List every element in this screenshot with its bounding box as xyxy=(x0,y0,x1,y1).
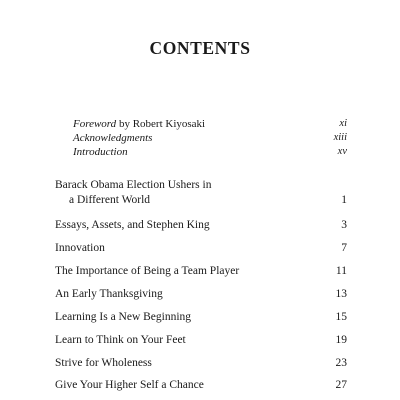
toc-entry-introduction[interactable] xyxy=(73,145,347,159)
toc-entry-title: Innovation xyxy=(55,242,105,254)
toc-entry-foreword[interactable] xyxy=(73,117,347,131)
toc-entry-page: 13 xyxy=(335,288,347,300)
toc-entry-title: Give Your Higher Self a Chance xyxy=(55,379,204,391)
toc-entry-label-italic: Acknowledgments xyxy=(73,132,153,144)
toc-entry-title: Learning Is a New Beginning xyxy=(55,311,192,323)
toc-entry-title: Essays, Assets, and Stephen King xyxy=(55,219,210,231)
toc-entry-title: An Early Thanksgiving xyxy=(55,288,163,300)
toc-entry-label-italic: Foreword xyxy=(73,118,117,130)
toc-entry-title: Learn to Think on Your Feet xyxy=(55,334,186,346)
toc-entry-page: 19 xyxy=(335,334,347,346)
toc-entry-title-line2: a Different World xyxy=(69,194,151,206)
toc-entry-page: 3 xyxy=(341,219,347,231)
toc-entry-title: Strive for Wholeness xyxy=(55,357,152,369)
page-title: CONTENTS xyxy=(149,38,251,58)
toc-entry-title-line1: Barack Obama Election Ushers in xyxy=(55,179,212,191)
toc-entry-acknowledgments[interactable] xyxy=(73,131,347,145)
toc-entry-label-italic: Introduction xyxy=(73,146,128,158)
toc-entry-page: 7 xyxy=(341,242,347,254)
toc-entry-label xyxy=(73,131,152,145)
toc-entry-title: The Importance of Being a Team Player xyxy=(55,265,240,277)
toc-entry-page: 27 xyxy=(335,379,347,391)
toc-entry-page: xv xyxy=(337,146,347,157)
toc-entry-label-rest: by Robert Kiyosaki xyxy=(116,118,206,130)
toc-entry-page: xiii xyxy=(333,132,347,143)
toc-entry-page: 23 xyxy=(335,357,347,369)
toc-entry-label xyxy=(73,145,128,159)
toc-entry-label xyxy=(73,117,205,131)
toc-entry-page: 1 xyxy=(341,194,347,206)
toc-entry-page: 11 xyxy=(335,265,347,277)
toc-entry-page: xi xyxy=(339,118,347,129)
toc-entry-page: 15 xyxy=(335,311,347,323)
